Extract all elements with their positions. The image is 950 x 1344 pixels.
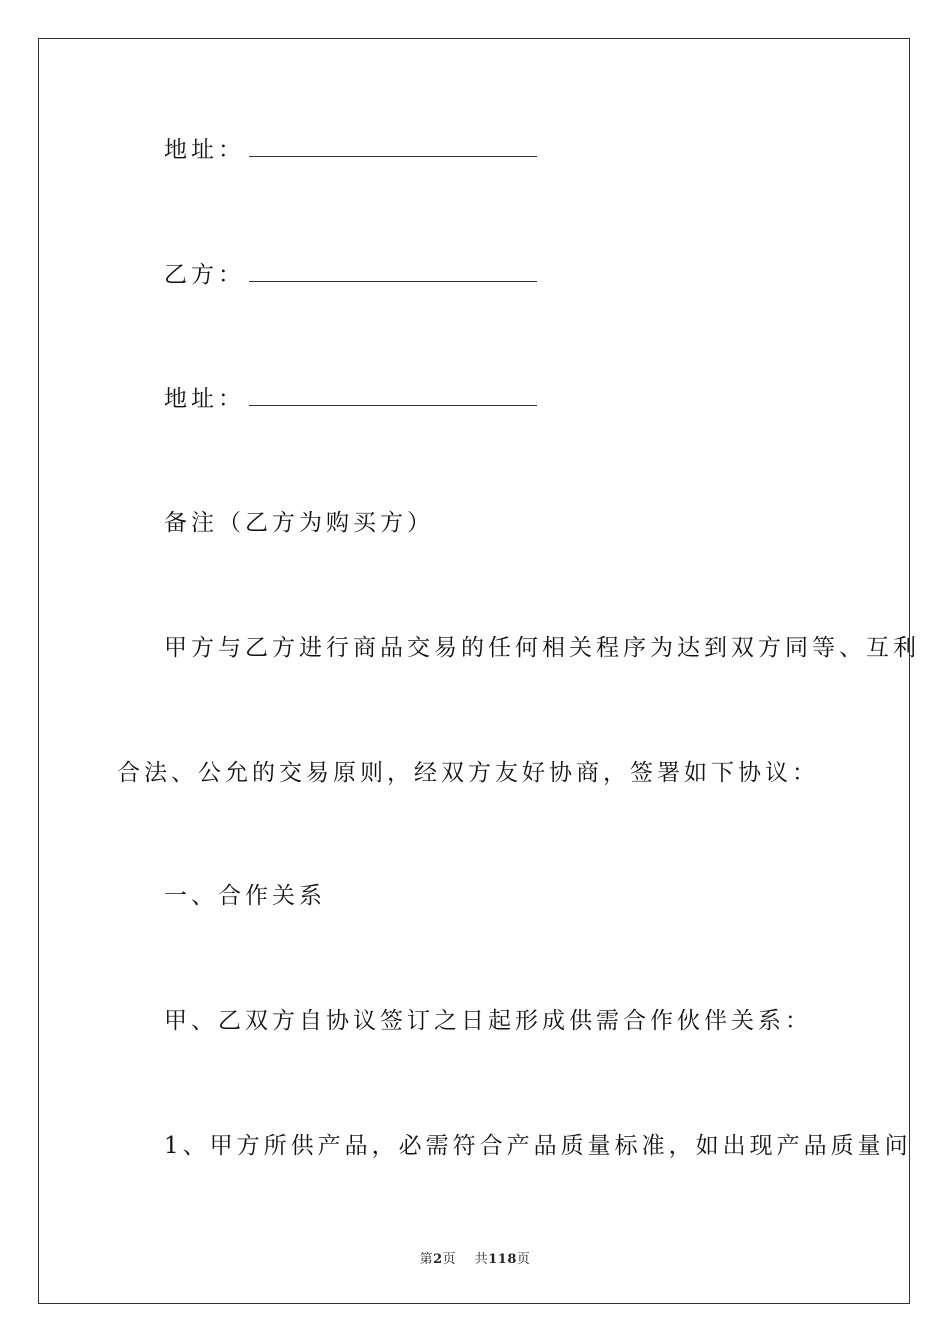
- party-b-blank-line[interactable]: [249, 259, 537, 282]
- total-page-count: 118: [488, 1252, 517, 1267]
- total-prefix: 共: [474, 1252, 489, 1267]
- address-label: 地址：: [164, 137, 245, 163]
- party-b-label: 乙方：: [164, 262, 245, 288]
- address-field-party-b: [164, 383, 537, 414]
- intro-paragraph-line-2: 合法、公允的交易原则，经双方友好协商，签署如下协议：: [117, 760, 819, 786]
- current-page-number: 2: [433, 1252, 443, 1267]
- party-b-field: [164, 259, 537, 290]
- note-paragraph: 备注（乙方为购买方）: [164, 510, 434, 536]
- address-blank-line[interactable]: [249, 383, 537, 406]
- page-number-footer: [0, 1248, 950, 1267]
- page-suffix: 页: [442, 1252, 457, 1267]
- total-suffix: 页: [516, 1252, 531, 1267]
- page-border: [38, 38, 910, 1304]
- clause-1-line-1: 1、甲方所供产品，必需符合产品质量标准，如出现产品质量问: [164, 1133, 912, 1159]
- page-prefix: 第: [419, 1252, 434, 1267]
- address-blank-line[interactable]: [249, 134, 537, 157]
- address-label: 地址：: [164, 386, 245, 412]
- section-heading: 一、合作关系: [164, 883, 326, 909]
- address-field-party-a: [164, 134, 537, 165]
- intro-paragraph-line-1: 甲方与乙方进行商品交易的任何相关程序为达到双方同等、互利: [164, 635, 920, 661]
- section-body-paragraph: 甲、乙双方自协议签订之日起形成供需合作伙伴关系：: [164, 1008, 812, 1034]
